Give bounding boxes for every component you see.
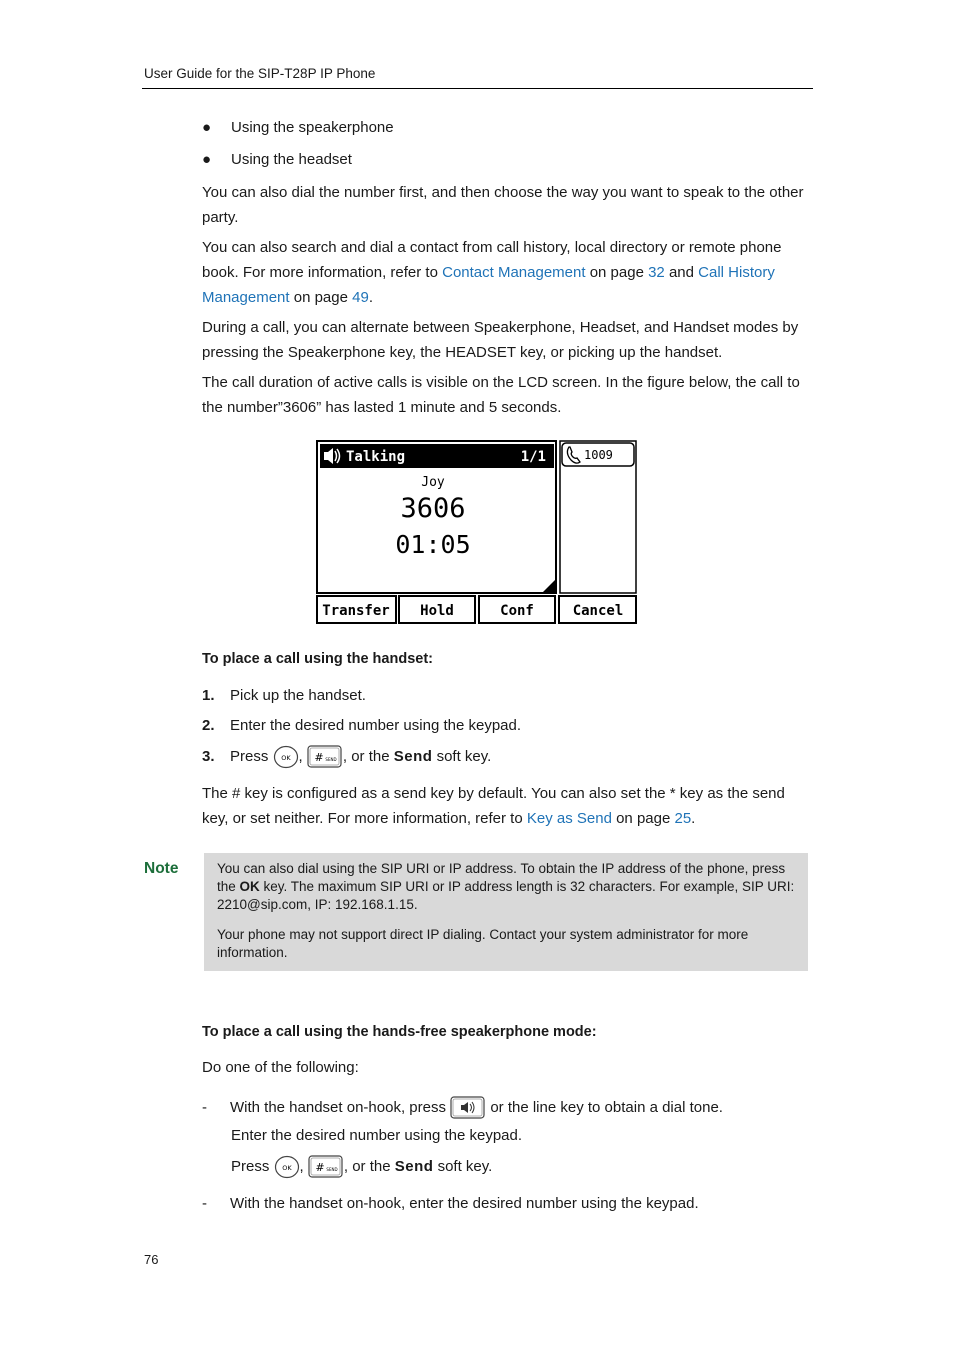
step-item: [202, 685, 366, 707]
text: With the handset on-hook, enter the desired number using the keypad.: [230, 1195, 699, 1212]
text: on page: [289, 289, 353, 306]
svg-text:SEND: SEND: [325, 757, 337, 762]
list-item: [202, 1193, 699, 1215]
send-key-icon: [308, 1155, 344, 1179]
link-call-history-management[interactable]: Call History Management: [202, 264, 775, 306]
step-number: 2.: [202, 717, 215, 734]
ok-key-icon: [273, 745, 299, 769]
send-softkey-label: Send: [393, 747, 433, 765]
softkey-transfer-label: Transfer: [322, 603, 390, 619]
link-page-25[interactable]: 25: [674, 810, 692, 827]
text: soft key.: [432, 747, 492, 765]
dash-marker: -: [202, 1195, 207, 1212]
link-key-as-send[interactable]: Key as Send: [526, 810, 612, 827]
text: or the line key to obtain a dial tone.: [490, 1098, 723, 1116]
list-item: [202, 1096, 723, 1120]
paragraph: [202, 235, 814, 310]
svg-text:#: #: [314, 751, 324, 764]
softkey-conf-label: Conf: [500, 603, 534, 619]
header-rule: [142, 88, 813, 89]
list-item: [202, 118, 394, 138]
lcd-number: 3606: [400, 493, 466, 524]
svg-text:OK: OK: [281, 1164, 292, 1172]
ok-key-label: OK: [239, 879, 260, 894]
text: key. The maximum SIP URI or IP address length is 32 characters. For example, SIP URI: 2210@sip.com, IP: 192.168.1.15.: [217, 879, 795, 912]
text: , or the: [342, 747, 394, 765]
bullet-dot: ●: [202, 151, 212, 168]
bullet-dot: ●: [202, 119, 212, 136]
svg-text:#: #: [315, 1161, 325, 1174]
sub-step: Enter the desired number using the keypad.: [231, 1127, 523, 1144]
send-softkey-label: Send: [394, 1157, 434, 1175]
text: Press: [231, 1157, 270, 1175]
text: The # key is configured as a send key by default. You can also set the * key as the send key, or set neither. For more information, refer to: [202, 785, 785, 827]
lcd-line-label: 1009: [584, 448, 613, 462]
page-header-title: User Guide for the SIP-T28P IP Phone: [144, 66, 376, 81]
text: on page: [611, 810, 675, 827]
page-number: 76: [144, 1252, 159, 1267]
svg-text:SEND: SEND: [326, 1167, 338, 1172]
text: and: [664, 264, 699, 281]
section-heading: To place a call using the handset:: [202, 651, 433, 667]
note-paragraph: Your phone may not support direct IP dialing. Contact your system administrator for more information.: [217, 927, 749, 960]
paragraph: [202, 781, 814, 831]
link-page-49[interactable]: 49: [352, 289, 369, 306]
step-number: 1.: [202, 687, 215, 704]
text: ,: [298, 747, 303, 765]
paragraph: Do one of the following:: [202, 1059, 359, 1076]
lcd-duration: 01:05: [395, 530, 471, 559]
lcd-screen-figure: [316, 440, 638, 626]
step-item: [202, 715, 521, 737]
lcd-contact-name: Joy: [421, 475, 445, 490]
paragraph: You can also dial the number first, and then choose the way you want to speak to the other party.: [202, 184, 804, 226]
speakerphone-key-icon: [450, 1096, 486, 1120]
text: .: [691, 810, 696, 827]
section-heading: To place a call using the hands-free speakerphone mode:: [202, 1024, 597, 1040]
svg-text:OK: OK: [280, 754, 291, 762]
text: .: [368, 289, 373, 306]
step-item: [202, 745, 491, 769]
step-text: Pick up the handset.: [230, 687, 366, 704]
send-key-icon: [307, 745, 343, 769]
bullet-text: Using the headset: [231, 151, 352, 168]
link-contact-management[interactable]: Contact Management: [442, 264, 586, 281]
text: You can also dial using the SIP URI or IP address. To obtain the IP address of the phone, press the: [217, 861, 786, 894]
text: With the handset on-hook, press: [230, 1098, 446, 1116]
lcd-call-count: 1/1: [520, 449, 546, 465]
softkey-hold-label: Hold: [420, 603, 454, 619]
text: on page: [585, 264, 649, 281]
sub-step: [231, 1155, 492, 1179]
dash-marker: -: [202, 1098, 207, 1116]
paragraph: The call duration of active calls is visible on the LCD screen. In the figure below, the call to the number”3606” has lasted 1 minute and 5 seconds.: [202, 374, 800, 416]
lcd-status: Talking: [346, 449, 406, 465]
list-item: [202, 150, 352, 170]
text: soft key.: [433, 1157, 493, 1175]
note-paragraph: [217, 860, 799, 914]
bullet-text: Using the speakerphone: [231, 119, 394, 136]
softkey-cancel-label: Cancel: [572, 603, 624, 619]
step-number: 3.: [202, 747, 215, 765]
note-label: Note: [144, 860, 179, 877]
ok-key-icon: [274, 1155, 300, 1179]
link-page-32[interactable]: 32: [648, 264, 665, 281]
step-text: Press: [230, 747, 269, 765]
text: You can also search and dial a contact from call history, local directory or remote phone book. For more information, refer to: [202, 239, 782, 281]
text: , or the: [343, 1157, 395, 1175]
step-text: Enter the desired number using the keypad.: [230, 717, 522, 734]
text: ,: [299, 1157, 304, 1175]
paragraph: During a call, you can alternate between Speakerphone, Headset, and Handset modes by pressing the Speakerphone key, the HEADSET key, or picking up the handset.: [202, 319, 799, 361]
